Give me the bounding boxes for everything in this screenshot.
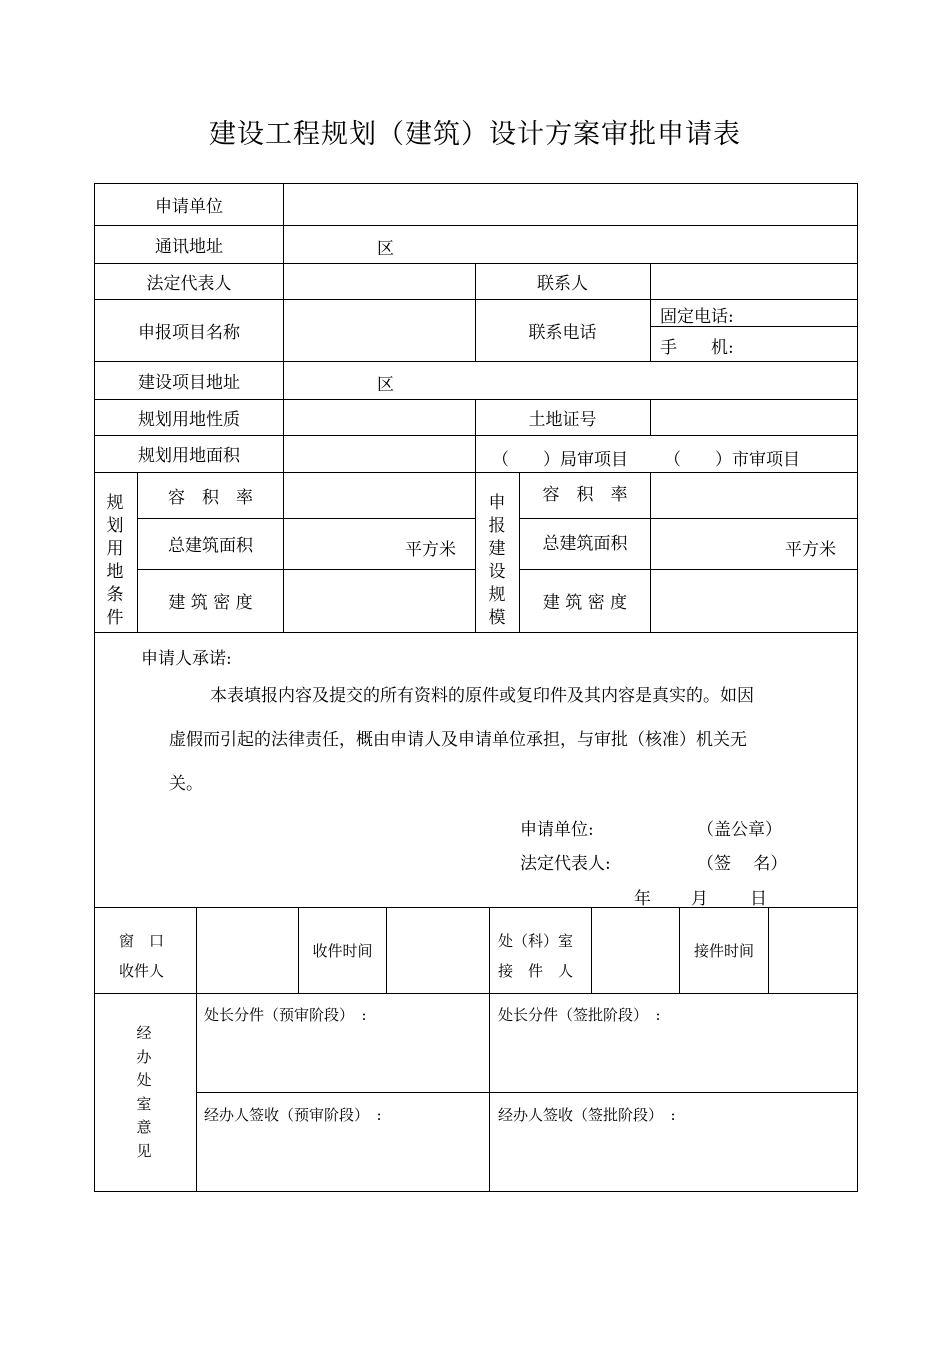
date-day: 日 (750, 889, 767, 909)
label-far-left: 容 积 率 (168, 487, 253, 508)
declared-scale-label: 申报建设规模 (488, 493, 506, 628)
handler-sign-label: 经办人签收（签批阶段） : (498, 1106, 676, 1124)
field-far-right[interactable] (651, 472, 857, 518)
commitment-line-3: 关。 (169, 774, 203, 794)
planning-conditions-label: 规划用地条件 (106, 493, 124, 628)
project-address-district: 区 (377, 375, 394, 395)
date-month: 月 (691, 889, 708, 909)
field-accept-time[interactable] (769, 907, 857, 993)
field-applicant-unit[interactable] (284, 184, 857, 225)
label-receive-time: 收件时间 (312, 941, 373, 960)
label-land-cert: 土地证号 (528, 409, 597, 430)
field-project-name[interactable] (284, 299, 475, 361)
window-label-2: 收件人 (119, 962, 165, 980)
field-address[interactable] (405, 225, 855, 263)
field-density-right[interactable] (651, 569, 857, 632)
window-label-1: 窗 口 (119, 932, 165, 950)
dept-label-2: 接 件 人 (498, 962, 574, 980)
field-legal-rep[interactable] (284, 263, 475, 299)
label-land-nature: 规划用地性质 (138, 409, 240, 430)
label-density-left: 建 筑 密 度 (168, 593, 253, 613)
handler-pre-label: 经办人签收（预审阶段） : (204, 1106, 382, 1124)
field-contact[interactable] (651, 263, 857, 299)
commitment-rep: 法定代表人: (520, 854, 611, 874)
commitment-heading: 申请人承诺: (141, 649, 232, 669)
label-far-right: 容 积 率 (542, 484, 628, 505)
field-density-left[interactable] (284, 569, 475, 632)
label-contact-phone: 联系电话 (528, 322, 597, 343)
field-window-receiver[interactable] (197, 907, 298, 993)
label-land-area: 规划用地面积 (138, 446, 240, 466)
field-land-cert[interactable] (651, 399, 857, 435)
label-mobile: 手 机: (660, 338, 734, 358)
label-project-name: 申报项目名称 (138, 322, 240, 343)
field-land-area[interactable] (284, 435, 475, 472)
application-form-table (94, 183, 858, 1192)
label-contact: 联系人 (537, 273, 588, 294)
address-district: 区 (377, 239, 394, 259)
label-legal-rep: 法定代表人 (146, 273, 232, 294)
field-dept-receiver[interactable] (592, 907, 679, 993)
label-project-address: 建设项目地址 (138, 372, 240, 393)
bureau-review-option[interactable]: （ ）局审项目 (492, 450, 628, 470)
label-applicant-unit: 申请单位 (155, 197, 223, 217)
unit-sqm-left: 平方米 (405, 540, 456, 560)
date-year: 年 (634, 889, 651, 909)
label-accept-time: 接件时间 (693, 941, 754, 960)
commitment-line-2: 虚假而引起的法律责任，概由申请人及申请单位承担，与审批（核准）机关无 (169, 730, 747, 750)
commitment-line-1: 本表填报内容及提交的所有资料的原件或复印件及其内容是真实的。如因 (210, 686, 754, 706)
label-total-area-right: 总建筑面积 (542, 533, 628, 554)
field-land-nature[interactable] (284, 399, 475, 435)
field-far-left[interactable] (284, 472, 475, 518)
commitment-seal: （盖公章） (697, 820, 782, 840)
director-pre-label: 处长分件（预审阶段） : (204, 1006, 367, 1024)
opinion-label: 经办处室意见 (136, 1024, 152, 1160)
field-project-address[interactable] (405, 361, 855, 399)
unit-sqm-right: 平方米 (785, 540, 836, 560)
dept-label-1: 处（科）室 (498, 932, 574, 950)
director-sign-label: 处长分件（签批阶段） : (498, 1006, 661, 1024)
label-fixed-phone: 固定电话: (660, 307, 734, 327)
field-receive-time[interactable] (387, 907, 489, 993)
commitment-unit: 申请单位: (520, 820, 594, 840)
label-density-right: 建 筑 密 度 (542, 593, 628, 613)
label-address: 通讯地址 (155, 236, 223, 257)
label-total-area-left: 总建筑面积 (168, 536, 253, 556)
city-review-option[interactable]: （ ）市审项目 (664, 450, 800, 470)
form-title: 建设工程规划（建筑）设计方案审批申请表 (209, 119, 741, 150)
commitment-sign: （签 名） (697, 854, 788, 874)
